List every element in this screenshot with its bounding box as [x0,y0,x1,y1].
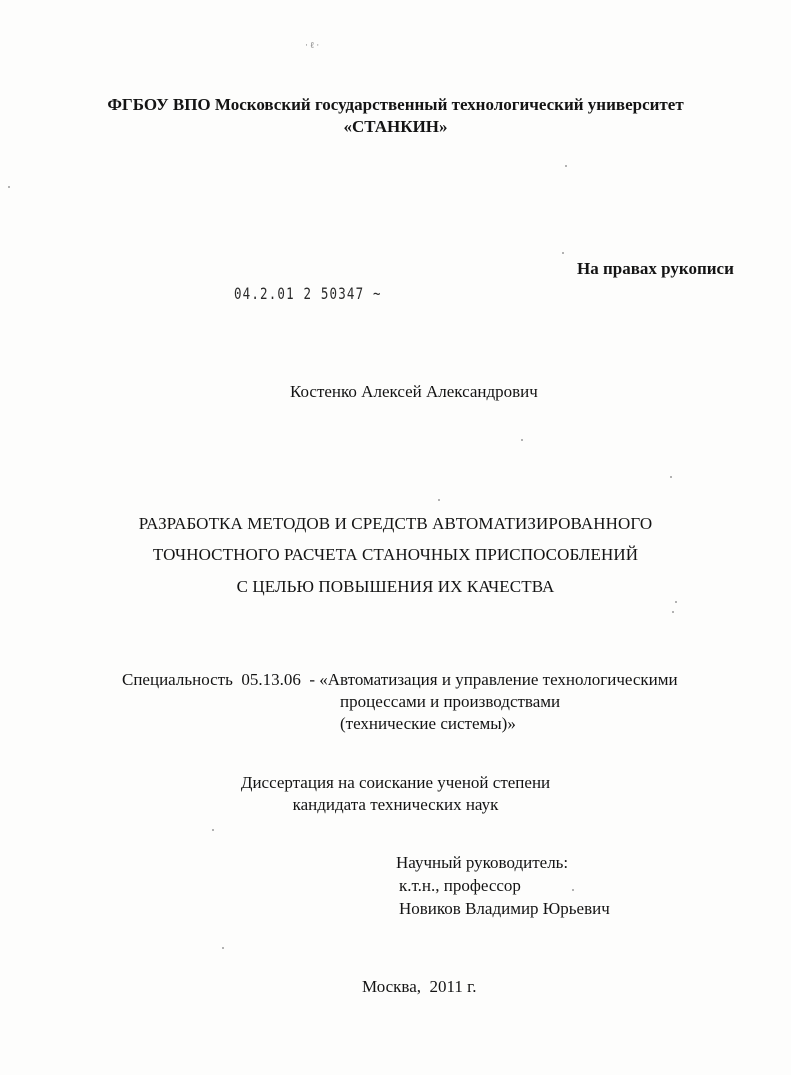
supervisor-degree: к.т.н., профессор [399,876,521,895]
city: Москва, [362,977,422,996]
university-name: ФГБОУ ВПО Московский государственный технологический университет [107,95,684,114]
library-stamp-code: 04.2.01 2 50347 ~ [234,284,382,303]
scan-speck [562,252,564,254]
university-short-name: «СТАНКИН» [343,117,448,136]
scan-speck [672,611,674,613]
thesis-title-line-3: С ЦЕЛЬЮ ПОВЫШЕНИЯ ИХ КАЧЕСТВА [236,577,555,596]
specialty-name-line-2: процессами и производствами [340,692,561,711]
thesis-title-line-1: РАЗРАБОТКА МЕТОДОВ И СРЕДСТВ АВТОМАТИЗИРОВАННОГО [138,514,653,533]
place-and-year [362,976,476,998]
scan-speck [438,499,440,501]
year: 2011 г. [429,977,477,996]
specialty-code: 05.13.06 [241,670,301,689]
specialty-dash: - [309,670,316,689]
scan-speck [675,601,677,603]
top-scan-mark: ·ℓ· [305,40,322,50]
specialty-name-line-1: «Автоматизация и управление технологическими [319,670,678,689]
degree-line-1: Диссертация на соискание ученой степени [240,773,551,792]
thesis-title-line-2: ТОЧНОСТНОГО РАСЧЕТА СТАНОЧНЫХ ПРИСПОСОБЛЕНИЙ [152,545,639,564]
scan-speck [8,186,10,188]
rights-note: На правах рукописи [577,259,734,278]
supervisor-label: Научный руководитель: [396,853,569,872]
scan-speck [565,165,567,167]
specialty-name-line-3: (технические системы)» [340,714,516,733]
scan-speck [212,829,214,831]
scan-speck [572,889,574,891]
scan-speck [521,439,523,441]
supervisor-name: Новиков Владимир Юрьевич [399,899,610,918]
scan-speck [670,476,672,478]
specialty-line [122,669,678,691]
degree-line-2: кандидата технических наук [292,795,499,814]
scan-speck [222,947,224,949]
specialty-label: Специальность [122,670,233,689]
author-name: Костенко Алексей Александрович [290,382,538,401]
